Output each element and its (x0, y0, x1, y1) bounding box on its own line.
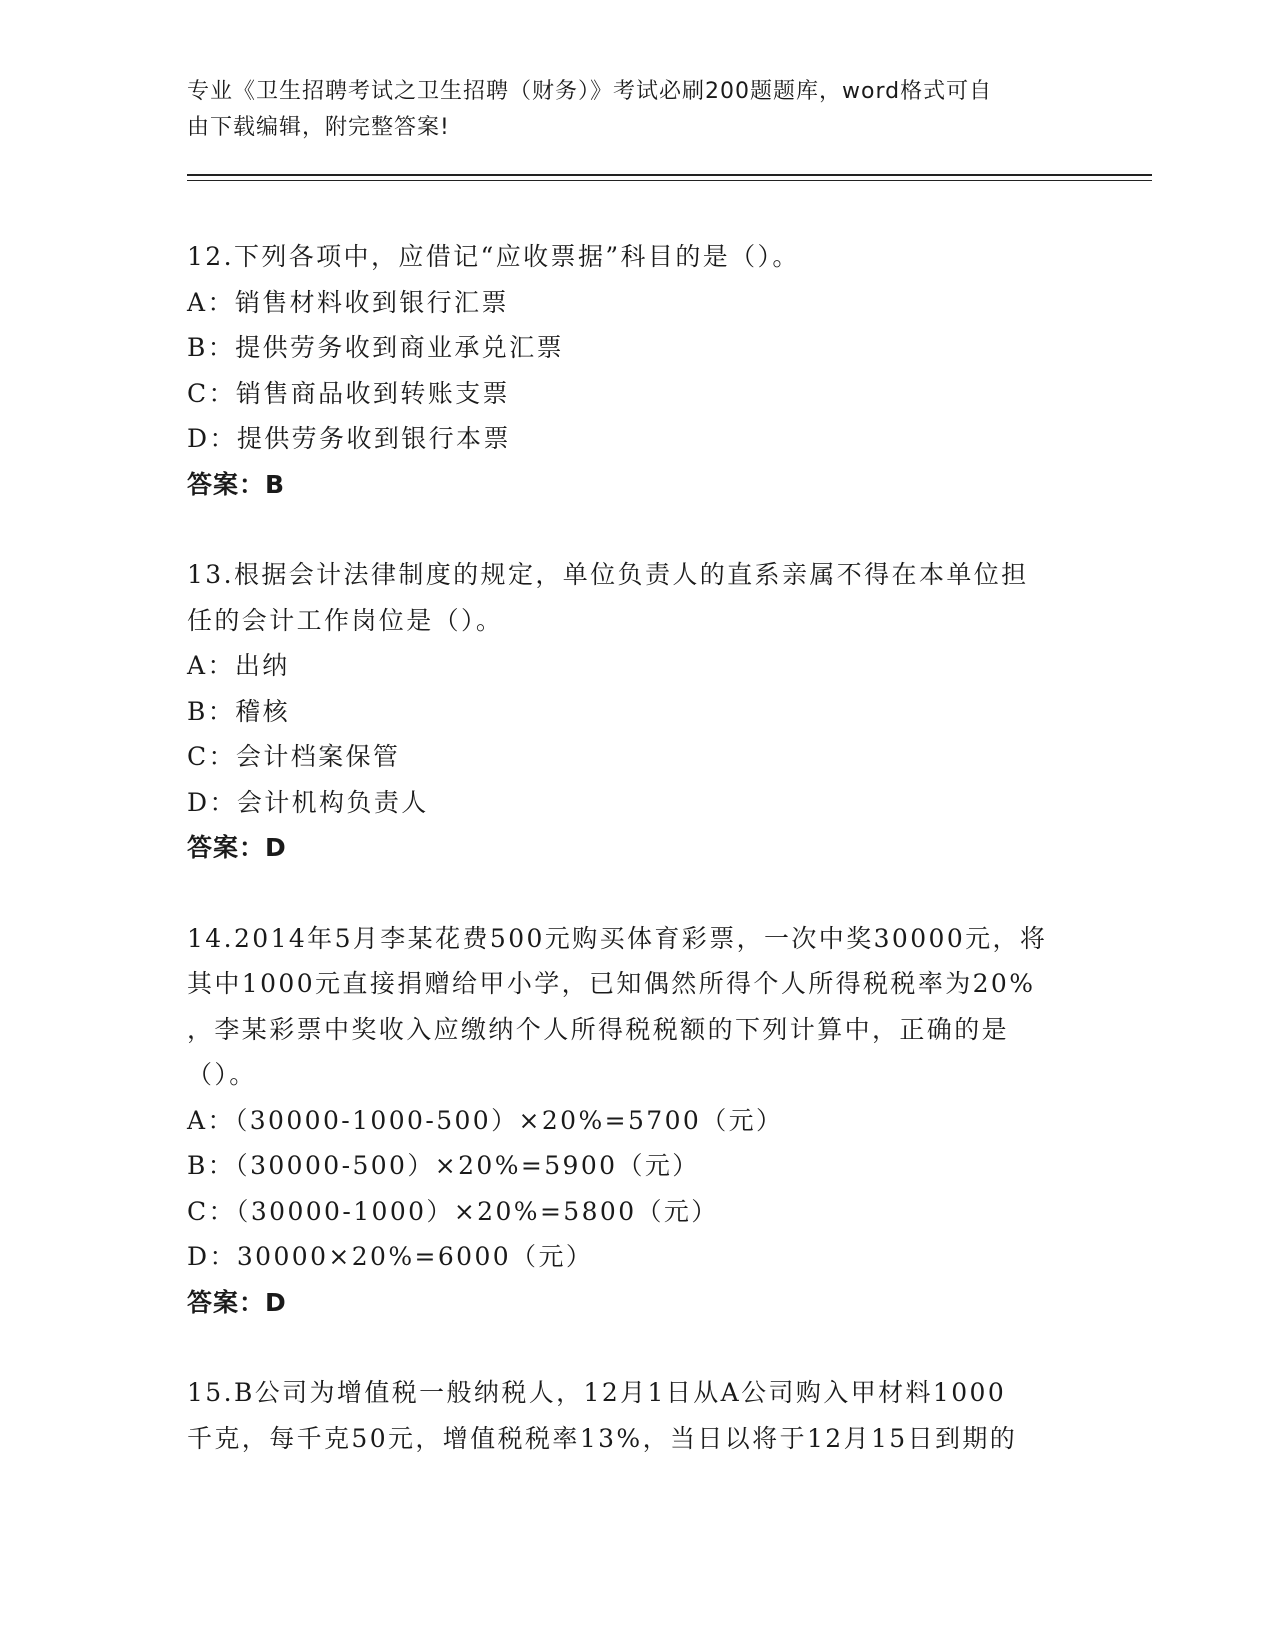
question-stem: （）。 (187, 1060, 257, 1089)
header-divider-thin (187, 180, 1152, 181)
option-c: C：（30000-1000）×20%=5800（元） (187, 1196, 719, 1226)
question-stem: ，李某彩票中奖收入应缴纳个人所得税税额的下列计算中，正确的是 (187, 1014, 1010, 1044)
question-15 (187, 1370, 1087, 1461)
header-line: 由下载编辑，附完整答案! (187, 115, 450, 140)
option-d: D：提供劳务收到银行本票 (187, 424, 511, 453)
option-a: A：出纳 (187, 651, 290, 680)
question-stem: 任的会计工作岗位是（）。 (187, 605, 504, 635)
header-divider (187, 174, 1152, 176)
option-a: A：销售材料收到银行汇票 (187, 287, 509, 317)
answer-line: 答案：D (187, 833, 287, 862)
question-13 (187, 552, 1087, 871)
question-stem: 14.2014年5月李某花费500元购买体育彩票，一次中奖30000元，将 (187, 923, 1048, 953)
question-stem: 15.B公司为增值税一般纳税人，12月1日从A公司购入甲材料1000 (187, 1378, 1007, 1407)
option-b: B：（30000-500）×20%=5900（元） (187, 1151, 700, 1180)
question-stem: 12.下列各项中，应借记“应收票据”科目的是（）。 (187, 242, 800, 271)
option-c: C：会计档案保管 (187, 742, 401, 771)
question-stem: 其中1000元直接捐赠给甲小学，已知偶然所得个人所得税税率为20% (187, 969, 1036, 998)
question-12 (187, 234, 1087, 507)
option-d: D：会计机构负责人 (187, 787, 429, 817)
option-d: D：30000×20%=6000（元） (187, 1242, 594, 1271)
header-line: 专业《卫生招聘考试之卫生招聘（财务）》考试必刷200题题库，word格式可自 (187, 79, 993, 104)
answer-line: 答案：B (187, 469, 286, 499)
question-stem: 13.根据会计法律制度的规定，单位负责人的直系亲属不得在本单位担 (187, 560, 1029, 589)
question-stem: 千克，每千克50元，增值税税率13%，当日以将于12月15日到期的 (187, 1423, 1018, 1453)
option-b: B：提供劳务收到商业承兑汇票 (187, 333, 564, 362)
question-list (187, 234, 1087, 1461)
option-a: A：（30000-1000-500）×20%=5700（元） (187, 1105, 784, 1135)
option-c: C：销售商品收到转账支票 (187, 378, 510, 408)
document-header (187, 74, 1067, 146)
option-b: B：稽核 (187, 696, 290, 726)
answer-line: 答案：D (187, 1287, 287, 1317)
question-14 (187, 916, 1087, 1326)
